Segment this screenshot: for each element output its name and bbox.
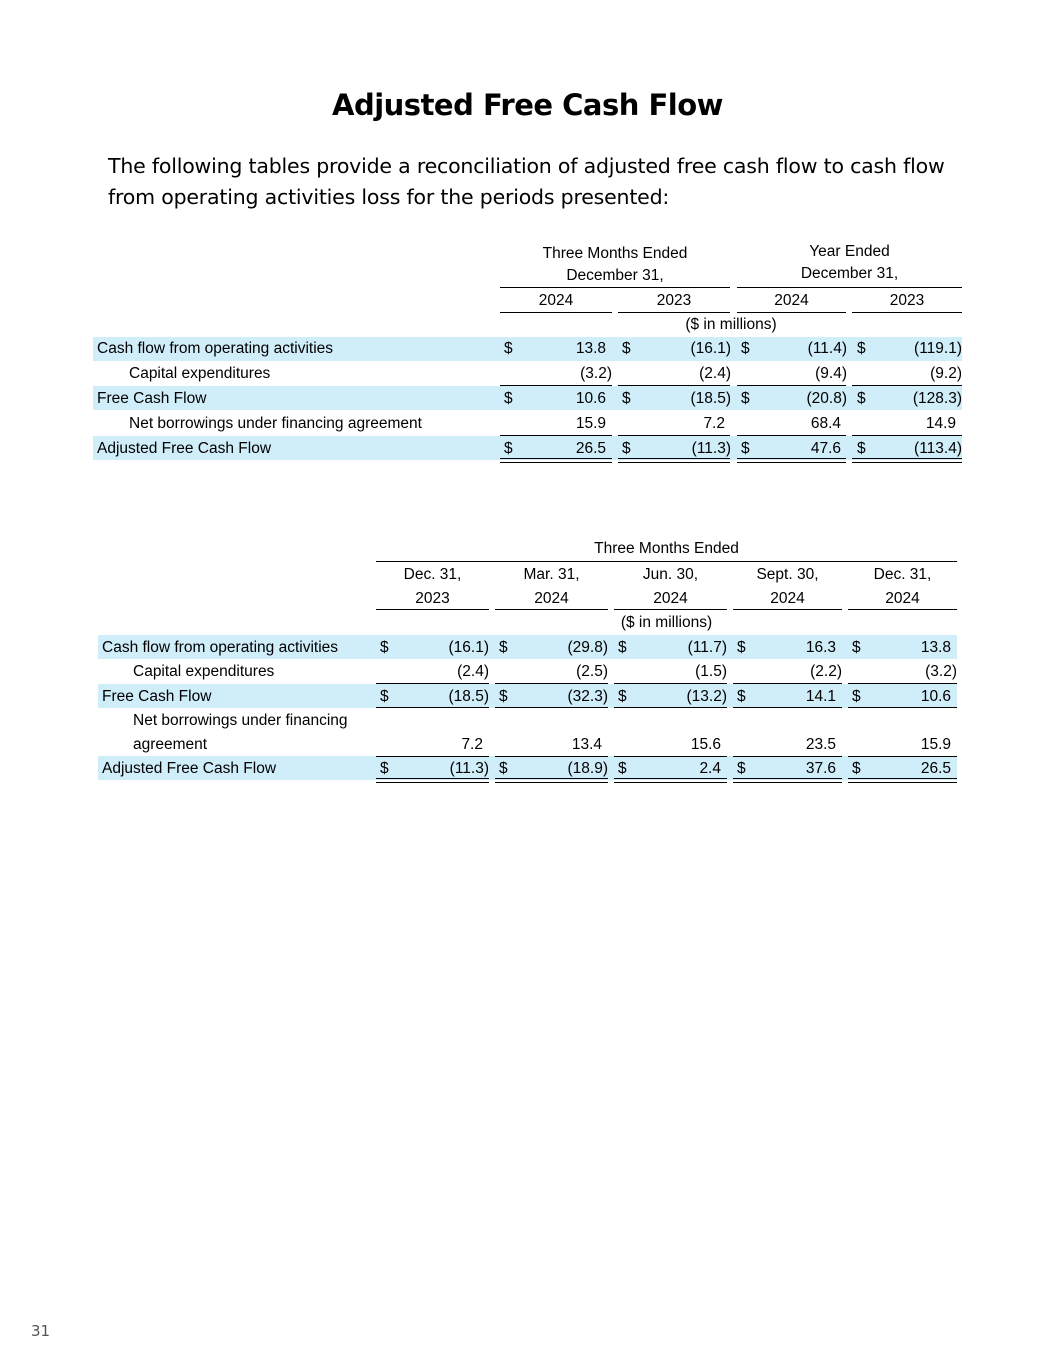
row-label: Capital expenditures (133, 663, 275, 680)
dollar-sign: $ (618, 688, 627, 705)
row-label: Adjusted Free Cash Flow (102, 760, 277, 777)
subtotal-underline (733, 707, 842, 708)
total-double-underline (376, 778, 489, 783)
cell-value: (32.3) (567, 688, 608, 705)
cell-value: (1.5) (695, 663, 727, 680)
header-underline (500, 287, 730, 288)
subtotal-underline (737, 435, 846, 436)
cell-value: 23.5 (805, 736, 836, 753)
cell-value: 26.5 (575, 440, 606, 457)
dollar-sign: $ (741, 390, 750, 407)
cell-value: (16.1) (448, 639, 489, 656)
cell-value: (119.1) (914, 340, 962, 357)
cell-value: 15.9 (920, 736, 951, 753)
cell-value: 14.1 (805, 688, 836, 705)
subtotal-underline (376, 756, 489, 757)
year-underline (500, 312, 612, 313)
cell-value: (2.2) (810, 663, 842, 680)
intro-paragraph: The following tables provide a reconciliation of adjusted free cash flow to cash flow from operating activities loss for the periods presented: (108, 154, 945, 209)
dollar-sign: $ (622, 390, 631, 407)
units-label: ($ in millions) (620, 614, 713, 631)
cell-value: (13.2) (686, 688, 727, 705)
dollar-sign: $ (857, 340, 866, 357)
total-double-underline (500, 458, 612, 463)
row-label: Free Cash Flow (97, 390, 207, 407)
subtotal-underline (852, 385, 962, 386)
dollar-sign: $ (741, 340, 750, 357)
cell-value: 10.6 (575, 390, 606, 407)
year-underline (733, 609, 842, 610)
dollar-sign: $ (380, 760, 389, 777)
subtotal-underline (848, 683, 957, 684)
cell-value: (18.5) (690, 390, 731, 407)
subtotal-underline (500, 385, 612, 386)
column-year: 2024 (653, 590, 688, 607)
total-double-underline (733, 778, 842, 783)
subtotal-underline (737, 385, 846, 386)
cell-value: (18.9) (567, 760, 608, 777)
subtotal-underline (618, 385, 730, 386)
dollar-sign: $ (737, 688, 746, 705)
dollar-sign: $ (618, 760, 627, 777)
cell-value: (2.5) (576, 663, 608, 680)
cell-value: 10.6 (920, 688, 951, 705)
cell-value: 7.2 (703, 415, 725, 432)
cell-value: (20.8) (806, 390, 847, 407)
cell-value: (29.8) (567, 639, 608, 656)
dollar-sign: $ (852, 639, 861, 656)
year-underline (376, 609, 489, 610)
year-underline (614, 609, 727, 610)
column-date: Sept. 30, (756, 566, 819, 583)
dollar-sign: $ (504, 390, 513, 407)
subtotal-underline (376, 707, 489, 708)
dollar-sign: $ (622, 440, 631, 457)
cell-value: (11.3) (691, 440, 731, 457)
row-label: Adjusted Free Cash Flow (97, 440, 272, 457)
dollar-sign: $ (504, 440, 513, 457)
header-underline (376, 561, 957, 562)
group-header-text: Three Months Ended December 31, (542, 245, 688, 284)
total-double-underline (614, 778, 727, 783)
subtotal-underline (733, 683, 842, 684)
cell-value: 2.4 (699, 760, 721, 777)
cell-value: (11.4) (807, 340, 847, 357)
dollar-sign: $ (852, 688, 861, 705)
total-double-underline (848, 778, 957, 783)
column-date: Mar. 31, (523, 566, 580, 583)
column-year: 2024 (534, 590, 569, 607)
subtotal-underline (495, 756, 608, 757)
subtotal-underline (495, 707, 608, 708)
subtotal-underline (852, 435, 962, 436)
subtotal-underline (495, 683, 608, 684)
cell-value: 13.4 (571, 736, 602, 753)
units-label: ($ in millions) (685, 316, 777, 333)
total-double-underline (852, 458, 962, 463)
cell-value: 14.9 (925, 415, 956, 432)
year-underline (737, 312, 846, 313)
dollar-sign: $ (737, 760, 746, 777)
row-label-continued: agreement (133, 736, 208, 753)
column-date: Dec. 31, (873, 566, 932, 583)
row-label: Cash flow from operating activities (97, 340, 334, 357)
dollar-sign: $ (380, 688, 389, 705)
column-year: 2024 (774, 292, 809, 309)
group-header-three-months: Three Months Ended (594, 540, 739, 557)
row-label: Net borrowings under financing (133, 712, 348, 729)
cell-value: (9.4) (815, 365, 847, 382)
dollar-sign: $ (857, 440, 866, 457)
cell-value: 13.8 (575, 340, 606, 357)
cell-value: 37.6 (805, 760, 836, 777)
subtotal-underline (614, 683, 727, 684)
group-header-three-months (500, 243, 730, 287)
cell-value: 15.6 (690, 736, 721, 753)
column-year: 2023 (656, 292, 692, 309)
dollar-sign: $ (857, 390, 866, 407)
cell-value: (11.3) (449, 760, 489, 777)
dollar-sign: $ (741, 440, 750, 457)
column-date: Jun. 30, (642, 566, 699, 583)
row-label: Cash flow from operating activities (102, 639, 339, 656)
page-number: 31 (31, 1322, 51, 1340)
cell-value: (16.1) (690, 340, 731, 357)
cell-value: 68.4 (810, 415, 841, 432)
column-year: 2023 (889, 292, 925, 309)
cell-value: 16.3 (805, 639, 836, 656)
dollar-sign: $ (622, 340, 631, 357)
cell-value: (2.4) (699, 365, 731, 382)
column-year: 2023 (415, 590, 450, 607)
cell-value: (3.2) (925, 663, 957, 680)
cell-value: (2.4) (457, 663, 489, 680)
year-underline (848, 609, 957, 610)
dollar-sign: $ (499, 760, 508, 777)
total-double-underline (737, 458, 846, 463)
subtotal-underline (614, 756, 727, 757)
cell-value: 47.6 (810, 440, 841, 457)
subtotal-underline (618, 435, 730, 436)
cell-value: 26.5 (920, 760, 951, 777)
subtotal-underline (376, 683, 489, 684)
cell-value: (9.2) (930, 365, 962, 382)
column-year: 2024 (538, 292, 574, 309)
group-header-year (737, 241, 962, 285)
year-underline (852, 312, 962, 313)
page-title: Adjusted Free Cash Flow (332, 88, 723, 122)
year-underline (618, 312, 730, 313)
cell-value: (128.3) (912, 390, 962, 407)
row-label: Net borrowings under financing agreement (129, 415, 422, 432)
cell-value: (113.4) (914, 440, 962, 457)
subtotal-underline (848, 707, 957, 708)
column-date: Dec. 31, (403, 566, 462, 583)
group-header-text: Year Ended December 31, (800, 243, 899, 282)
dollar-sign: $ (499, 688, 508, 705)
dollar-sign: $ (499, 639, 508, 656)
dollar-sign: $ (504, 340, 513, 357)
subtotal-underline (500, 435, 612, 436)
total-double-underline (495, 778, 608, 783)
row-label: Capital expenditures (129, 365, 271, 382)
dollar-sign: $ (737, 639, 746, 656)
cell-value: 15.9 (575, 415, 606, 432)
cell-value: (18.5) (448, 688, 489, 705)
dollar-sign: $ (380, 639, 389, 656)
subtotal-underline (733, 756, 842, 757)
year-underline (495, 609, 608, 610)
subtotal-underline (614, 707, 727, 708)
dollar-sign: $ (618, 639, 627, 656)
cell-value: 13.8 (920, 639, 951, 656)
header-underline (737, 287, 962, 288)
cell-value: 7.2 (461, 736, 483, 753)
column-year: 2024 (885, 590, 920, 607)
dollar-sign: $ (852, 760, 861, 777)
subtotal-underline (848, 756, 957, 757)
cell-value: (3.2) (580, 365, 612, 382)
cell-value: (11.7) (687, 639, 727, 656)
row-label: Free Cash Flow (102, 688, 212, 705)
column-year: 2024 (770, 590, 805, 607)
total-double-underline (618, 458, 730, 463)
